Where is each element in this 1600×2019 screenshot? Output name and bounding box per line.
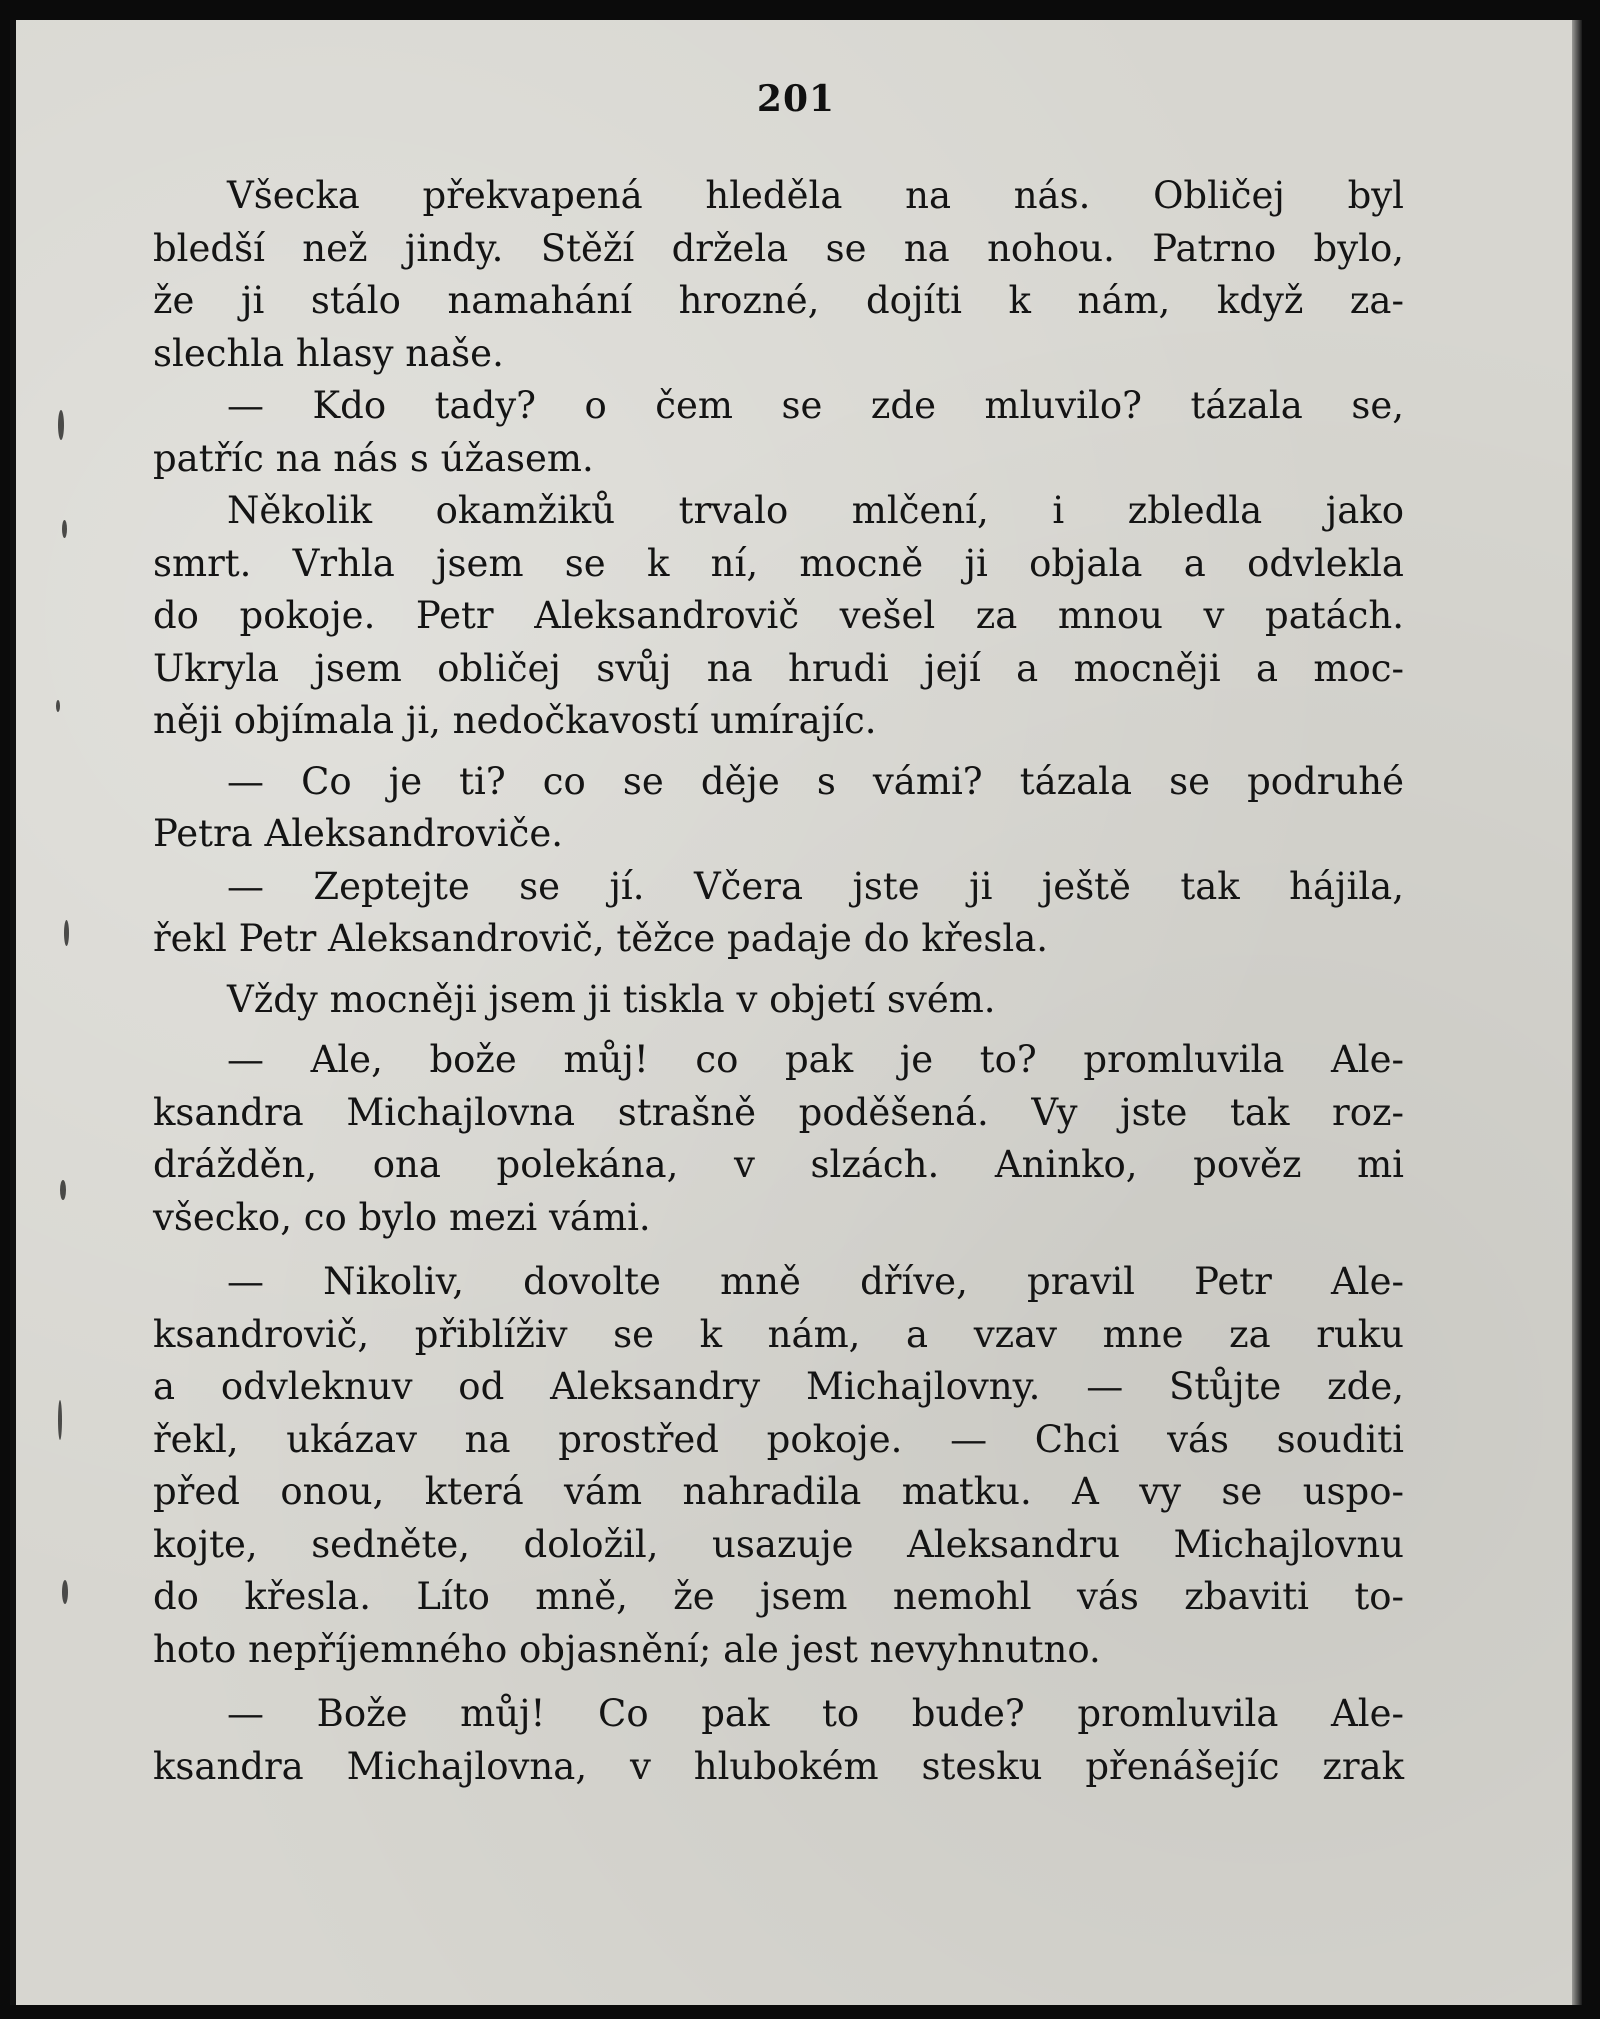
text-line: ksandra Michajlovna strašně poděšená. Vy jste tak roz- [153, 1090, 1404, 1134]
text-line: a odvleknuv od Aleksandry Michajlovny. — Stůjte zde, [153, 1365, 1404, 1408]
text-line: všecko, co bylo mezi vámi. [153, 1195, 651, 1239]
text-line: bledší než jindy. Stěží držela se na nohou. Patrno bylo, [153, 226, 1404, 270]
page-number: 201 [756, 78, 836, 120]
text-line: slechla hlasy naše. [153, 331, 504, 375]
body-text [153, 170, 1404, 1793]
text-line: ksandra Michajlovna, v hlubokém stesku přenášejíc zrak [153, 1744, 1404, 1788]
speck [58, 410, 64, 440]
text-line: do pokoje. Petr Aleksandrovič vešel za mnou v patách. [153, 594, 1404, 637]
text-line: — Kdo tady? o čem se zde mluvilo? tázala se, [227, 384, 1404, 427]
text-line: — Nikoliv, dovolte mně dříve, pravil Petr Ale- [227, 1260, 1404, 1303]
speck [58, 1400, 62, 1440]
text-line: — Co je ti? co se děje s vámi? tázala se podruhé [227, 759, 1404, 803]
text-line: Ukryla jsem obličej svůj na hrudi její a mocněji a moc- [153, 646, 1404, 690]
text-line: drážděn, ona polekána, v slzách. Aninko, pověz mi [153, 1143, 1404, 1186]
text-line: ksandrovič, přiblíživ se k nám, a vzav mne za ruku [153, 1312, 1404, 1356]
speck [62, 520, 67, 538]
page-right-edge [1572, 20, 1582, 2005]
text-line: Všecka překvapená hleděla na nás. Obličej byl [227, 174, 1404, 217]
text-line: řekl, ukázav na prostřed pokoje. — Chci vás souditi [153, 1417, 1404, 1461]
text-line: Petra Aleksandroviče. [153, 812, 564, 855]
speck [56, 700, 60, 712]
book-page [10, 20, 1582, 2005]
text-line: že ji stálo namahání hrozné, dojíti k nám, když za- [153, 279, 1404, 322]
text-line: do křesla. Líto mně, že jsem nemohl vás zbaviti to- [153, 1575, 1404, 1618]
text-line: smrt. Vrhla jsem se k ní, mocně ji objala a odvlekla [153, 541, 1404, 585]
page-left-edge [10, 20, 16, 2005]
text-line: kojte, sedněte, doložil, usazuje Aleksandru Michajlovnu [153, 1522, 1404, 1566]
text-line: před onou, která vám nahradila matku. A vy se uspo- [153, 1470, 1404, 1513]
text-line: Několik okamžiků trvalo mlčení, i zbledla jako [227, 489, 1404, 532]
text-line: — Ale, bože můj! co pak je to? promluvila Ale- [227, 1038, 1404, 1081]
text-line: — Bože můj! Co pak to bude? promluvila Ale- [227, 1692, 1404, 1735]
speck [62, 1580, 68, 1604]
text-line: patříc na nás s úžasem. [153, 436, 594, 480]
speck [60, 1180, 66, 1200]
text-line: hoto nepříjemného objasnění; ale jest nevyhnutno. [153, 1627, 1101, 1671]
speck [64, 920, 69, 946]
text-line: něji objímala ji, nedočkavostí umírajíc. [153, 699, 877, 742]
text-line: Vždy mocněji jsem ji tiskla v objetí svém. [227, 977, 996, 1021]
text-line: — Zeptejte se jí. Včera jste ji ještě tak hájila, [227, 864, 1404, 908]
gutter-specks [50, 400, 90, 1700]
text-line: řekl Petr Aleksandrovič, těžce padaje do křesla. [153, 917, 1049, 960]
